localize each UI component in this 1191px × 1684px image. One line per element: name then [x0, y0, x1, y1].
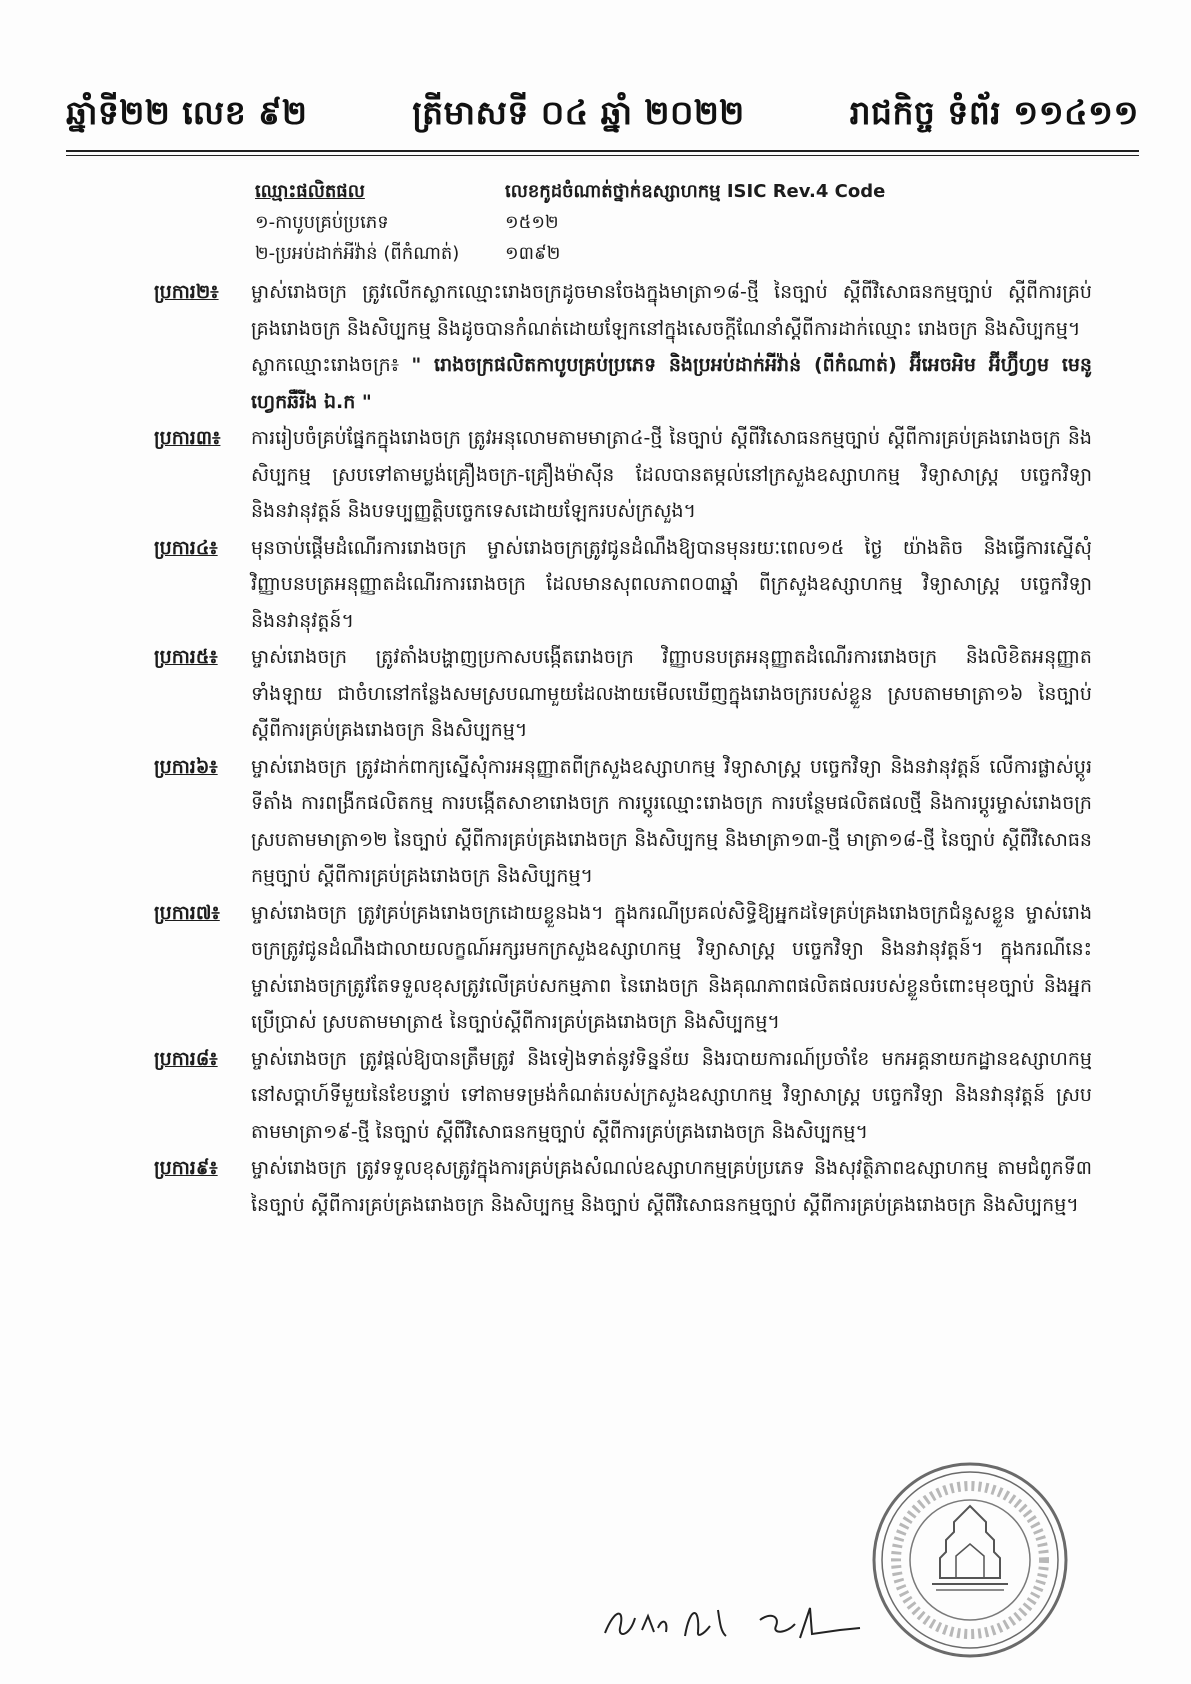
header-gazette-page: រាជកិច្ច ទំព័រ ១១៤១១ — [849, 93, 1139, 132]
article-body — [251, 639, 1092, 749]
official-seal-icon — [870, 1460, 1070, 1660]
product-code: ១៣៩២ — [505, 243, 561, 264]
article-text: ម្ចាស់រោងចក្រ ត្រូវលើកស្លាកឈ្មោះរោងចក្រដូចមានចែងក្នុងមាត្រា១៨-ថ្មី នៃច្បាប់ ស្តីពីវិសោធនកម្មច្បាប់ ស្តីពីការគ្រប់គ្រងរោងចក្រ និងសិប្បកម្ម និងដូចបានកំណត់ដោយឡែកនៅក្នុងសេចក្តីណែនាំស្តីពីការដាក់ឈ្មោះ រោងចក្រ និងសិប្បកម្ម។ — [251, 281, 1092, 340]
header-year-issue: ឆ្នាំទី២២ លេខ ៩២ — [66, 93, 308, 132]
header-double-rule — [66, 150, 1139, 156]
article-text: មុនចាប់ផ្តើមដំណើរការរោងចក្រ ម្ចាស់រោងចក្រត្រូវជូនដំណឹងឱ្យបានមុនរយៈពេល១៥ ថ្ងៃ យ៉ាងតិច និងធ្វើការស្នើសុំវិញ្ញាបនបត្រអនុញ្ញាតដំណើរការរោងចក្រ ដែលមានសុពលភាព០៣ឆ្នាំ ពីក្រសួងឧស្សាហកម្ម វិទ្យាសាស្ត្រ បច្ចេកវិទ្យា និងនវានុវត្តន៍។ — [251, 536, 1092, 632]
article-text: ម្ចាស់រោងចក្រ ត្រូវផ្តល់ឱ្យបានត្រឹមត្រូវ និងទៀងទាត់នូវទិន្នន័យ និងរបាយការណ៍ប្រចាំខែ មកអគ្គនាយកដ្ឋានឧស្សាហកម្ម នៅសប្តាហ៍ទីមួយនៃខែបន្ទាប់ ទៅតាមទម្រង់កំណត់របស់ក្រសួងឧស្សាហកម្ម វិទ្យាសាស្ត្រ បច្ចេកវិទ្យា និងនវានុវត្តន៍ ស្របតាមមាត្រា១៩-ថ្មី នៃច្បាប់ ស្តីពីវិសោធនកម្មច្បាប់ ស្តីពីការគ្រប់គ្រងរោងចក្រ និងសិប្បកម្ម។ — [251, 1047, 1092, 1143]
isic-code-header: លេខកូដចំណាត់ថ្នាក់ឧស្សាហកម្ម ISIC Rev.4 Code — [505, 181, 886, 202]
article-4 — [154, 530, 1092, 640]
article-label: ប្រការ៣៖ — [154, 427, 221, 449]
article-6 — [154, 749, 1092, 895]
article-8 — [154, 1041, 1092, 1151]
article-label: ប្រការ៦៖ — [154, 755, 218, 778]
article-label: ប្រការ២៖ — [154, 281, 219, 303]
article-text: ម្ចាស់រោងចក្រ ត្រូវតាំងបង្ហាញប្រកាសបង្កើតរោងចក្រ វិញ្ញាបនបត្រអនុញ្ញាតដំណើរការរោងចក្រ និងលិខិតអនុញ្ញាតទាំងឡាយ ជាចំហនៅកន្លែងសមស្របណាមួយដែលងាយមើលឃើញក្នុងរោងចក្ររបស់ខ្លួន ស្របតាមមាត្រា១៦ នៃច្បាប់ ស្តីពីការគ្រប់គ្រងរោងចក្រ និងសិប្បកម្ម។ — [251, 646, 1092, 741]
product-table-header — [255, 176, 985, 207]
article-text: ម្ចាស់រោងចក្រ ត្រូវគ្រប់គ្រងរោងចក្រដោយខ្លួនឯង។ ក្នុងករណីប្រគល់សិទ្ធិឱ្យអ្នកដទៃគ្រប់គ្រងរោងចក្រជំនួសខ្លួន ម្ចាស់រោងចក្រត្រូវជូនដំណឹងជាលាយលក្ខណ៍អក្សរមកក្រសួងឧស្សាហកម្ម វិទ្យាសាស្ត្រ បច្ចេកវិទ្យា និងនវានុវត្តន៍។ ក្នុងករណីនេះ ម្ចាស់រោងចក្រត្រូវតែទទួលខុសត្រូវលើគ្រប់សកម្មភាព នៃរោងចក្រ និងគុណភាពផលិតផលរបស់ខ្លួនចំពោះមុខច្បាប់ និងអ្នកប្រើប្រាស់ ស្របតាមមាត្រា៥ នៃច្បាប់ស្តីពីការគ្រប់គ្រងរោងចក្រ និងសិប្បកម្ម។ — [251, 901, 1092, 1033]
article-3 — [154, 420, 1092, 530]
factory-sign-label: ស្លាកឈ្មោះរោងចក្រ៖ — [251, 354, 400, 376]
article-label: ប្រការ៤៖ — [154, 536, 218, 559]
article-body — [251, 420, 1092, 530]
article-5 — [154, 639, 1092, 749]
product-row — [255, 238, 985, 269]
article-label: ប្រការ៧៖ — [154, 901, 220, 924]
article-7 — [154, 895, 1092, 1041]
factory-sign-line — [251, 347, 1092, 420]
product-row — [255, 207, 985, 238]
factory-name: " រោងចក្រផលិតកាបូបគ្រប់ប្រភេទ និងប្រអប់ដាក់អីវ៉ាន់ (ពីកំណាត់) អ៊ីអេចអិម អ៊ីហ្វ៊ីហ្វម មេនូហ្វេកឆឺរីង ឯ.ក " — [251, 354, 1092, 413]
article-2 — [154, 274, 1092, 420]
signature-icon — [600, 1598, 900, 1648]
product-table — [255, 176, 985, 269]
product-code: ១៥១២ — [505, 212, 559, 233]
article-body — [251, 895, 1092, 1041]
article-text: ការរៀបចំគ្រប់ផ្នែកក្នុងរោងចក្រ ត្រូវអនុលោមតាមមាត្រា៤-ថ្មី នៃច្បាប់ ស្តីពីវិសោធនកម្មច្បាប់ ស្តីពីការគ្រប់គ្រងរោងចក្រ និងសិប្បកម្ម ស្របទៅតាមប្លង់គ្រឿងចក្រ-គ្រឿងម៉ាស៊ីន ដែលបានតម្កល់នៅក្រសួងឧស្សាហកម្ម វិទ្យាសាស្ត្រ បច្ចេកវិទ្យា និងនវានុវត្តន៍ និងបទប្បញ្ញត្តិបច្ចេកទេសដោយឡែករបស់ក្រសួង។ — [251, 427, 1092, 522]
article-label: ប្រការ៩៖ — [154, 1157, 218, 1179]
article-label: ប្រការ៥៖ — [154, 646, 218, 668]
header-date: ត្រីមាសទី ០៤ ឆ្នាំ ២០២២ — [412, 93, 745, 132]
article-body — [251, 749, 1092, 895]
article-text: ម្ចាស់រោងចក្រ ត្រូវទទួលខុសត្រូវក្នុងការគ្រប់គ្រងសំណល់ឧស្សាហកម្មគ្រប់ប្រភេទ និងសុវត្ថិភាពឧស្សាហកម្ម តាមជំពូកទី៣ នៃច្បាប់ ស្តីពីការគ្រប់គ្រងរោងចក្រ និងសិប្បកម្ម និងច្បាប់ ស្តីពីវិសោធនកម្មច្បាប់ ស្តីពីការគ្រប់គ្រងរោងចក្រ និងសិប្បកម្ម។ — [251, 1157, 1092, 1216]
article-text: ម្ចាស់រោងចក្រ ត្រូវដាក់ពាក្យស្នើសុំការអនុញ្ញាតពីក្រសួងឧស្សាហកម្ម វិទ្យាសាស្ត្រ បច្ចេកវិទ្យា និងនវានុវត្តន៍ លើការផ្លាស់ប្តូរទីតាំង ការពង្រីកផលិតកម្ម ការបង្កើតសាខារោងចក្រ ការប្តូរឈ្មោះរោងចក្រ ការបន្ថែមផលិតផលថ្មី និងការប្តូរម្ចាស់រោងចក្រ ស្របតាមមាត្រា១២ នៃច្បាប់ ស្តីពីការគ្រប់គ្រងរោងចក្រ និងសិប្បកម្ម និងមាត្រា១៣-ថ្មី មាត្រា១៨-ថ្មី នៃច្បាប់ ស្តីពីវិសោធនកម្មច្បាប់ ស្តីពីការគ្រប់គ្រងរោងចក្រ និងសិប្បកម្ម។ — [251, 755, 1092, 887]
product-name: ២-ប្រអប់ដាក់អីវ៉ាន់ (ពីកំណាត់) — [255, 243, 460, 264]
product-name-header: ឈ្មោះផលិតផល — [255, 181, 365, 202]
page-header — [66, 92, 1139, 142]
article-body — [251, 530, 1092, 640]
product-name: ១-កាបូបគ្រប់ប្រភេទ — [255, 212, 389, 233]
article-9 — [154, 1150, 1092, 1223]
article-body — [251, 1041, 1092, 1151]
article-label: ប្រការ៨៖ — [154, 1047, 218, 1070]
article-body — [251, 274, 1092, 420]
article-body — [251, 1150, 1092, 1223]
articles-list — [154, 274, 1092, 1223]
